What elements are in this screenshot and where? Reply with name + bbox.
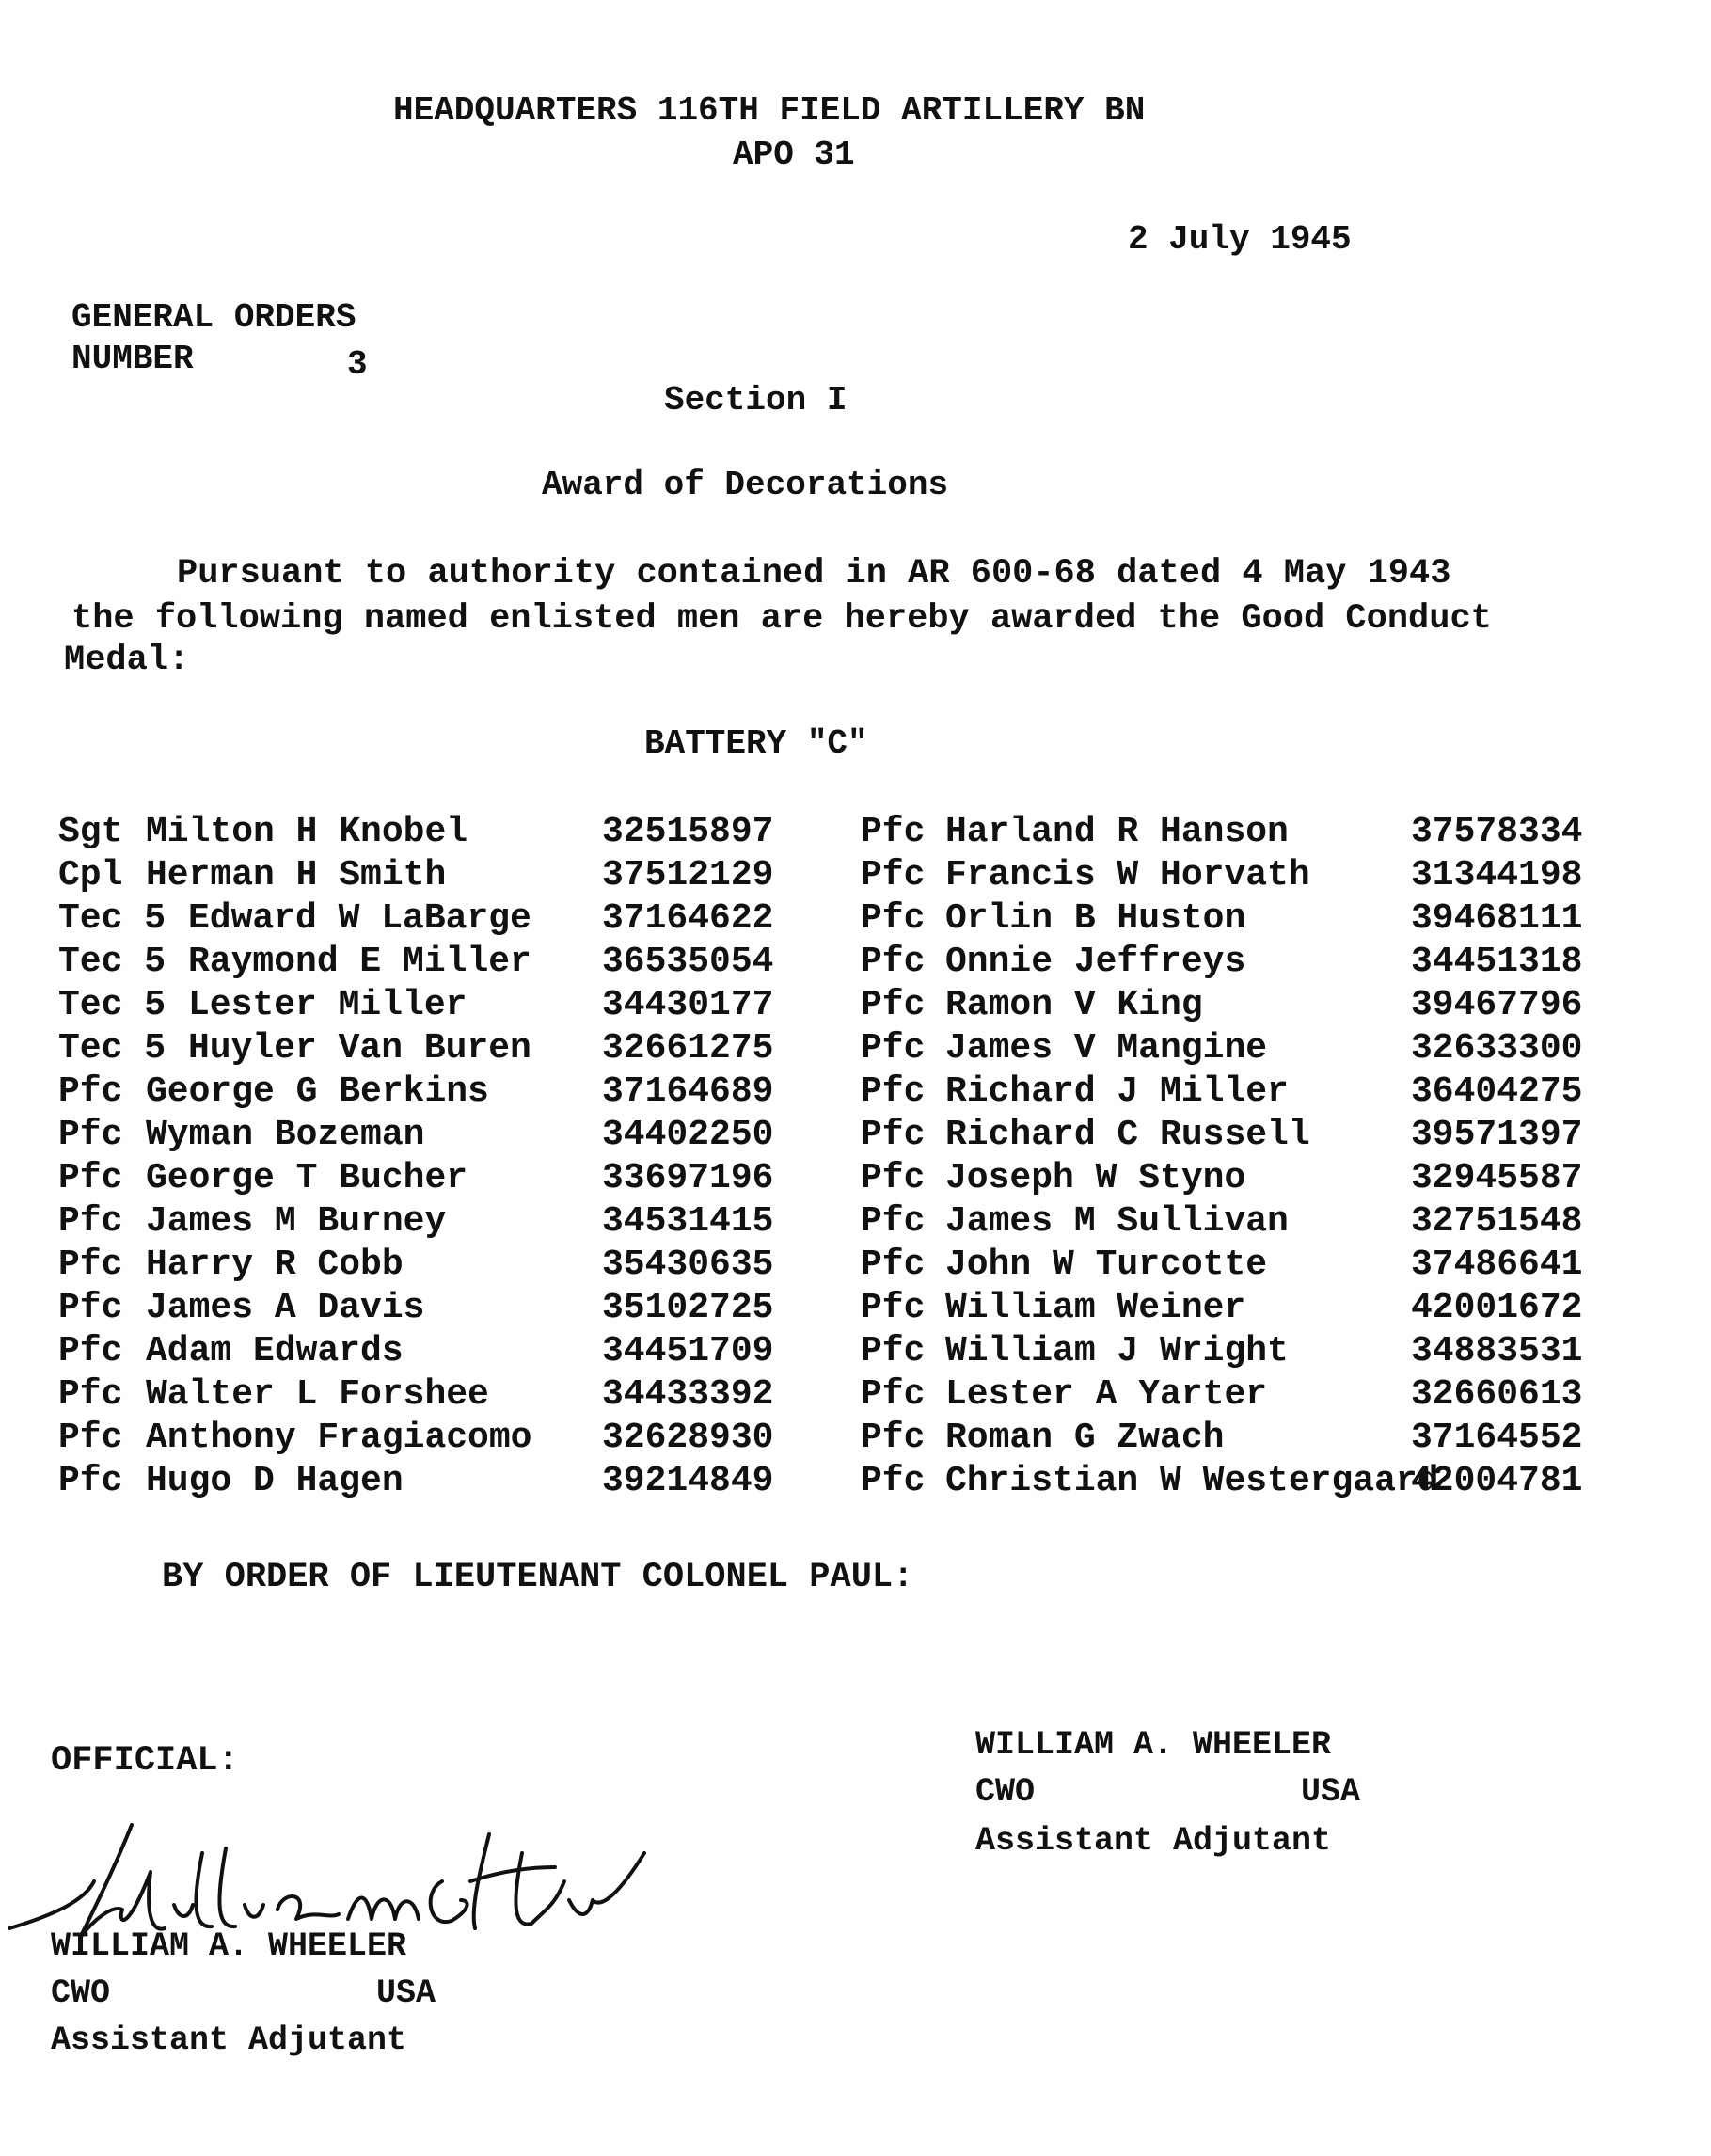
roster-rank: Pfc <box>861 1288 926 1328</box>
paragraph-line-1: Pursuant to authority contained in AR 600-68 dated 4 May 1943 <box>177 554 1451 594</box>
roster-name: Lester Miller <box>188 985 467 1025</box>
roster-rank: Pfc <box>58 1418 123 1458</box>
roster-serial: 34531415 <box>602 1201 774 1242</box>
roster-row <box>0 1157 1711 1200</box>
unit-heading: HEADQUARTERS 116TH FIELD ARTILLERY BN <box>393 91 1146 130</box>
roster-serial: 37164622 <box>602 898 774 939</box>
roster-row <box>0 1200 1711 1244</box>
roster-name: John W Turcotte <box>945 1244 1268 1285</box>
roster-rank: Pfc <box>861 1461 926 1501</box>
roster-rank: Pfc <box>861 1201 926 1242</box>
roster-serial: 31344198 <box>1411 855 1583 896</box>
roster-name: Walter L Forshee <box>146 1374 489 1415</box>
section-subject: Award of Decorations <box>542 466 949 504</box>
roster-rank: Tec 5 <box>58 985 166 1025</box>
roster-serial: 35430635 <box>602 1244 774 1285</box>
roster-serial: 32660613 <box>1411 1374 1583 1415</box>
roster-rank: Pfc <box>58 1201 123 1242</box>
roster-serial: 36535054 <box>602 942 774 982</box>
official-label: OFFICIAL: <box>51 1741 239 1781</box>
roster-serial: 32633300 <box>1411 1028 1583 1069</box>
commander-branch: USA <box>1301 1773 1361 1811</box>
roster-name: Francis W Horvath <box>945 855 1310 896</box>
roster-row <box>0 1070 1711 1114</box>
roster-serial: 34451709 <box>602 1331 774 1371</box>
roster-serial: 37164552 <box>1411 1418 1583 1458</box>
roster-name: Harland R Hanson <box>945 812 1289 852</box>
roster-rank: Pfc <box>861 1071 926 1112</box>
official-title: Assistant Adjutant <box>51 2021 407 2059</box>
roster-name: James M Sullivan <box>945 1201 1289 1242</box>
roster-rank: Pfc <box>861 1158 926 1198</box>
roster-name: James M Burney <box>146 1201 447 1242</box>
roster-name: Raymond E Miller <box>188 942 531 982</box>
roster-serial: 34430177 <box>602 985 774 1025</box>
apo-line: APO 31 <box>733 135 855 174</box>
commander-name: WILLIAM A. WHEELER <box>975 1726 1332 1764</box>
roster-name: James V Mangine <box>945 1028 1268 1069</box>
roster-row <box>0 1373 1711 1417</box>
roster-rank: Pfc <box>861 898 926 939</box>
roster-serial: 39571397 <box>1411 1115 1583 1155</box>
roster-serial: 32661275 <box>602 1028 774 1069</box>
roster-serial: 37486641 <box>1411 1244 1583 1285</box>
official-grade: CWO <box>51 1974 111 2012</box>
roster-rank: Pfc <box>58 1288 123 1328</box>
roster-name: Harry R Cobb <box>146 1244 404 1285</box>
roster-rank: Pfc <box>58 1331 123 1371</box>
roster-rank: Pfc <box>861 1028 926 1069</box>
roster-name: Roman G Zwach <box>945 1418 1225 1458</box>
roster-serial: 36404275 <box>1411 1071 1583 1112</box>
roster-name: Herman H Smith <box>146 855 447 896</box>
roster-rank: Tec 5 <box>58 1028 166 1069</box>
roster-serial: 32628930 <box>602 1418 774 1458</box>
roster-name: Joseph W Styno <box>945 1158 1246 1198</box>
roster-rank: Pfc <box>861 855 926 896</box>
roster-rank: Pfc <box>861 1418 926 1458</box>
roster-serial: 42004781 <box>1411 1461 1583 1501</box>
roster-serial: 39468111 <box>1411 898 1583 939</box>
roster-serial: 39467796 <box>1411 985 1583 1025</box>
roster-name: Adam Edwards <box>146 1331 404 1371</box>
roster-serial: 32945587 <box>1411 1158 1583 1198</box>
roster-name: Milton H Knobel <box>146 812 468 852</box>
roster-name: Ramon V King <box>945 985 1203 1025</box>
roster-name: William J Wright <box>945 1331 1289 1371</box>
roster-serial: 37512129 <box>602 855 774 896</box>
roster-serial: 35102725 <box>602 1288 774 1328</box>
roster-rank: Pfc <box>58 1158 123 1198</box>
roster-rank: Pfc <box>861 985 926 1025</box>
commander-grade: CWO <box>975 1773 1036 1811</box>
roster-rank: Pfc <box>58 1244 123 1285</box>
roster-serial: 34451318 <box>1411 942 1583 982</box>
roster-row <box>0 1244 1711 1287</box>
roster-name: Richard C Russell <box>945 1115 1310 1155</box>
roster-name: George G Berkins <box>146 1071 489 1112</box>
roster-rank: Pfc <box>58 1461 123 1501</box>
roster-row <box>0 1114 1711 1157</box>
roster-row <box>0 1460 1711 1503</box>
roster-row <box>0 1027 1711 1070</box>
roster-rank: Pfc <box>861 812 926 852</box>
roster-rank: Pfc <box>861 942 926 982</box>
roster-serial: 32751548 <box>1411 1201 1583 1242</box>
roster-name: George T Bucher <box>146 1158 468 1198</box>
roster-name: Richard J Miller <box>945 1071 1289 1112</box>
roster-rank: Tec 5 <box>58 898 166 939</box>
roster-serial: 33697196 <box>602 1158 774 1198</box>
roster-rank: Cpl <box>58 855 123 896</box>
roster-rank: Pfc <box>861 1331 926 1371</box>
roster-rank: Pfc <box>861 1374 926 1415</box>
roster-name: Onnie Jeffreys <box>945 942 1246 982</box>
roster-rank: Pfc <box>58 1374 123 1415</box>
official-branch: USA <box>376 1974 436 2012</box>
roster-serial: 32515897 <box>602 812 774 852</box>
roster-name: Christian W Westergaard <box>945 1461 1439 1501</box>
roster-name: James A Davis <box>146 1288 425 1328</box>
roster-rank: Tec 5 <box>58 942 166 982</box>
roster-row <box>0 1417 1711 1460</box>
roster-serial: 37578334 <box>1411 812 1583 852</box>
roster-row <box>0 941 1711 984</box>
roster-rank: Pfc <box>861 1244 926 1285</box>
roster-rank: Pfc <box>58 1071 123 1112</box>
roster-name: William Weiner <box>945 1288 1246 1328</box>
roster-serial: 34433392 <box>602 1374 774 1415</box>
orders-number: 3 <box>347 345 368 384</box>
roster-name: Hugo D Hagen <box>146 1461 404 1501</box>
roster-rank: Sgt <box>58 812 123 852</box>
order-date: 2 July 1945 <box>1128 220 1352 259</box>
commander-title: Assistant Adjutant <box>975 1822 1332 1860</box>
battery-heading: BATTERY "C" <box>644 724 868 763</box>
roster-row <box>0 984 1711 1027</box>
general-orders-label: GENERAL ORDERS <box>71 298 356 337</box>
roster-rank: Pfc <box>58 1115 123 1155</box>
roster-serial: 34402250 <box>602 1115 774 1155</box>
paragraph-line-2: the following named enlisted men are hereby awarded the Good Conduct <box>71 599 1492 639</box>
roster-name: Lester A Yarter <box>945 1374 1268 1415</box>
roster-name: Wyman Bozeman <box>146 1115 425 1155</box>
roster-name: Huyler Van Buren <box>188 1028 531 1069</box>
official-name: WILLIAM A. WHEELER <box>51 1927 407 1965</box>
roster-serial: 42001672 <box>1411 1288 1583 1328</box>
roster-serial: 39214849 <box>602 1461 774 1501</box>
section-title: Section I <box>664 381 848 420</box>
roster-name: Anthony Fragiacomo <box>146 1418 532 1458</box>
roster-row <box>0 854 1711 897</box>
roster-row <box>0 1330 1711 1373</box>
paragraph-line-3: Medal: <box>64 641 190 680</box>
orders-number-label: NUMBER <box>71 340 194 378</box>
roster-serial: 37164689 <box>602 1071 774 1112</box>
by-order-line: BY ORDER OF LIEUTENANT COLONEL PAUL: <box>162 1558 914 1597</box>
roster-name: Orlin B Huston <box>945 898 1246 939</box>
roster-name: Edward W LaBarge <box>188 898 531 939</box>
roster-rank: Pfc <box>861 1115 926 1155</box>
roster-serial: 34883531 <box>1411 1331 1583 1371</box>
roster-row <box>0 897 1711 941</box>
roster-row <box>0 1287 1711 1330</box>
roster-row <box>0 811 1711 854</box>
